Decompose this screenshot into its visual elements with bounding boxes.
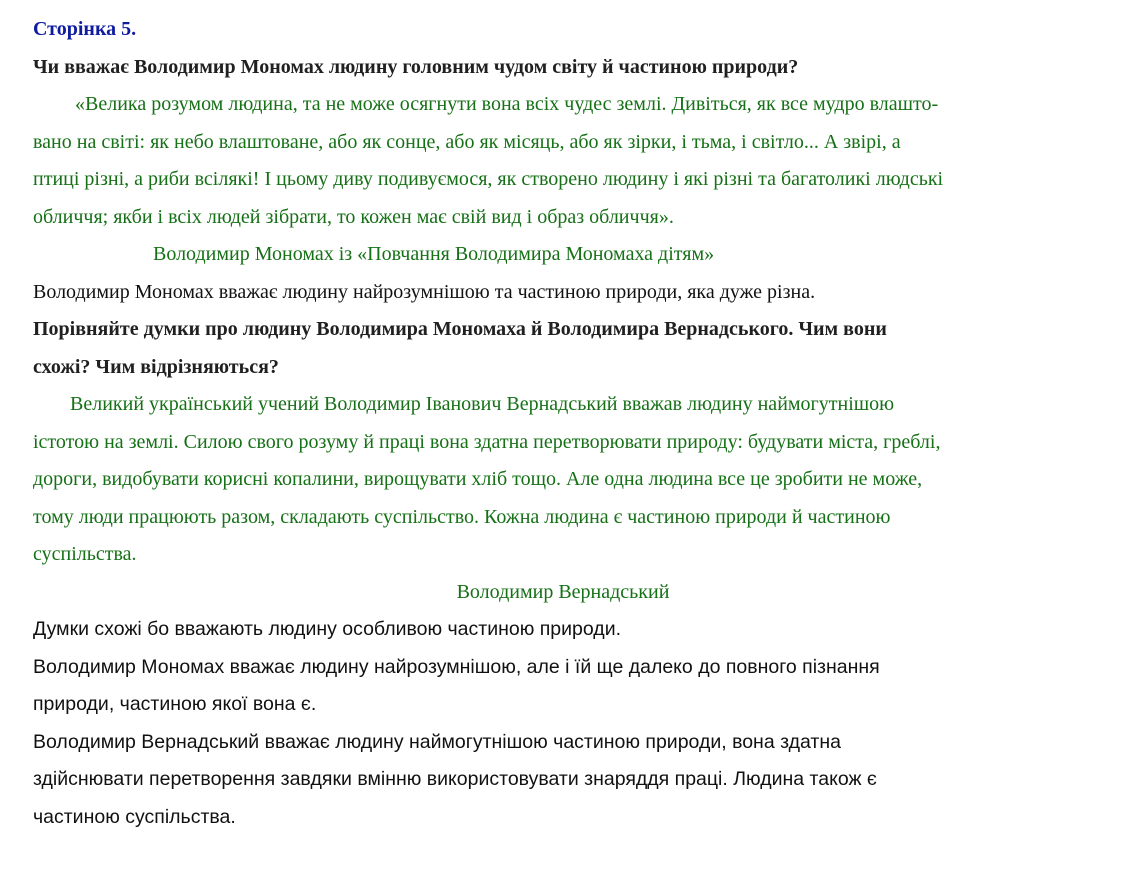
quote-1	[33, 86, 1093, 274]
quote-2	[33, 386, 1093, 611]
answer-2-line: Думки схожі бо вважають людину особливою частиною природи.	[33, 618, 621, 640]
answer-2-line: Володимир Мономах вважає людину найрозумнішою, але і їй ще далеко до повного пізнання	[33, 655, 880, 678]
document-page	[33, 11, 1093, 836]
question-2-line: Порівняйте думки про людину Володимира Мономаха й Володимира Вернадського. Чим вони	[33, 318, 887, 340]
answer-2	[33, 611, 1093, 836]
quote-2-line: суспільства.	[33, 543, 137, 565]
quote-1-line: обличчя; якби і всіх людей зібрати, то кожен має свій вид і образ обличчя».	[33, 205, 674, 228]
quote-2-line: дороги, видобувати корисні копалини, вирощувати хліб тощо. Але одна людина все це зробити не може,	[33, 468, 923, 490]
quote-2-line: Великий український учений Володимир Іванович Вернадський вважав людину наймогутнішою	[70, 393, 895, 415]
quote-1-line: птиці різні, а риби всілякі! І цьому диву подивуємося, як створено людину і які різні та багатоликі людські	[33, 168, 944, 190]
quote-1-line: «Велика розумом людина, та не може осягнути вона всіх чудес землі. Дивіться, як все мудро влашто-	[75, 93, 939, 115]
quote-1-author: Володимир Мономах із «Повчання Володимира Мономаха дітям»	[153, 243, 715, 265]
question-2-line: схожі? Чим відрізняються?	[33, 355, 279, 378]
quote-2-line: тому люди працюють разом, складають суспільство. Кожна людина є частиною природи й частиною	[33, 505, 891, 528]
question-2	[33, 311, 1093, 386]
answer-2-line: здійснювати перетворення завдяки вмінню використовувати знаряддя праці. Людина також є	[33, 768, 877, 790]
quote-2-author: Володимир Вернадський	[456, 580, 670, 603]
page-title: Сторінка 5.	[33, 18, 137, 40]
answer-2-line: Володимир Вернадський вважає людину наймогутнішою частиною природи, вона здатна	[33, 730, 841, 753]
answer-2-line: природи, частиною якої вона є.	[33, 693, 317, 715]
question-1: Чи вважає Володимир Мономах людину головним чудом світу й частиною природи?	[33, 55, 799, 78]
answer-2-line: частиною суспільства.	[33, 805, 236, 828]
quote-1-line: вано на світі: як небо влаштоване, або як сонце, або як місяць, або як зірки, і тьма, і світло... А звірі, а	[33, 130, 901, 153]
quote-2-line: істотою на землі. Силою свого розуму й праці вона здатна перетворювати природу: будувати міста, греблі,	[33, 430, 941, 453]
answer-1: Володимир Мономах вважає людину найрозумнішою та частиною природи, яка дуже різна.	[33, 280, 816, 303]
